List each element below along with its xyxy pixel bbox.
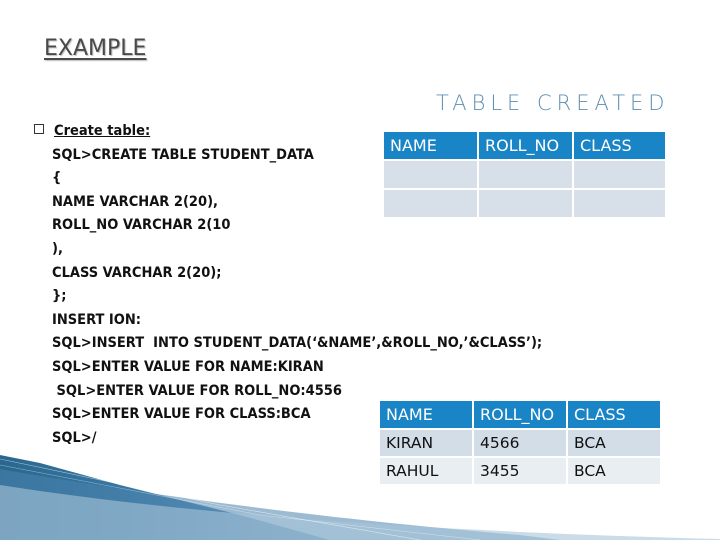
code-line: SQL>INSERT INTO STUDENT_DATA(‘&NAME’,&ROLL_NO,’&CLASS’);: [52, 335, 543, 352]
created-table: [382, 130, 667, 219]
empty-cell: [479, 190, 572, 217]
square-bullet-icon: [34, 124, 44, 134]
code-line: SQL>/: [52, 429, 97, 446]
cell-name: KIRAN: [380, 430, 472, 456]
header-roll-no: ROLL_NO: [474, 401, 566, 428]
table-row: [384, 161, 665, 188]
code-line: CLASS VARCHAR 2(20);: [52, 264, 222, 281]
code-line: ),: [52, 240, 63, 257]
cell-class: BCA: [568, 430, 660, 456]
code-line: ROLL_NO VARCHAR 2(10: [52, 217, 231, 234]
code-line: NAME VARCHAR 2(20),: [52, 193, 218, 210]
header-roll-no: ROLL_NO: [479, 132, 572, 159]
code-line: SQL>ENTER VALUE FOR ROLL_NO:4556: [52, 382, 342, 399]
empty-cell: [479, 161, 572, 188]
cell-class: BCA: [568, 458, 660, 484]
empty-cell: [384, 161, 477, 188]
table-header-row: [380, 401, 660, 428]
cell-roll-no: 4566: [474, 430, 566, 456]
code-heading: Create table:: [54, 123, 151, 139]
table-created-heading: TABLE CREATED: [436, 91, 670, 115]
code-line: SQL>CREATE TABLE STUDENT_DATA: [52, 146, 314, 163]
code-line: SQL>ENTER VALUE FOR NAME:KIRAN: [52, 358, 324, 375]
table-row: [380, 430, 660, 456]
code-line: {: [52, 170, 62, 187]
empty-cell: [574, 161, 665, 188]
decorative-wave-graphic: [0, 455, 720, 540]
code-line: SQL>ENTER VALUE FOR CLASS:BCA: [52, 406, 311, 423]
cell-roll-no: 3455: [474, 458, 566, 484]
header-name: NAME: [384, 132, 477, 159]
slide-title: EXAMPLE: [44, 36, 147, 61]
code-line: INSERT ION:: [52, 311, 141, 328]
header-name: NAME: [380, 401, 472, 428]
empty-cell: [384, 190, 477, 217]
table-row: [384, 190, 665, 217]
empty-cell: [574, 190, 665, 217]
header-class: CLASS: [574, 132, 665, 159]
code-line: };: [52, 288, 67, 305]
table-header-row: [384, 132, 665, 159]
cell-name: RAHUL: [380, 458, 472, 484]
header-class: CLASS: [568, 401, 660, 428]
